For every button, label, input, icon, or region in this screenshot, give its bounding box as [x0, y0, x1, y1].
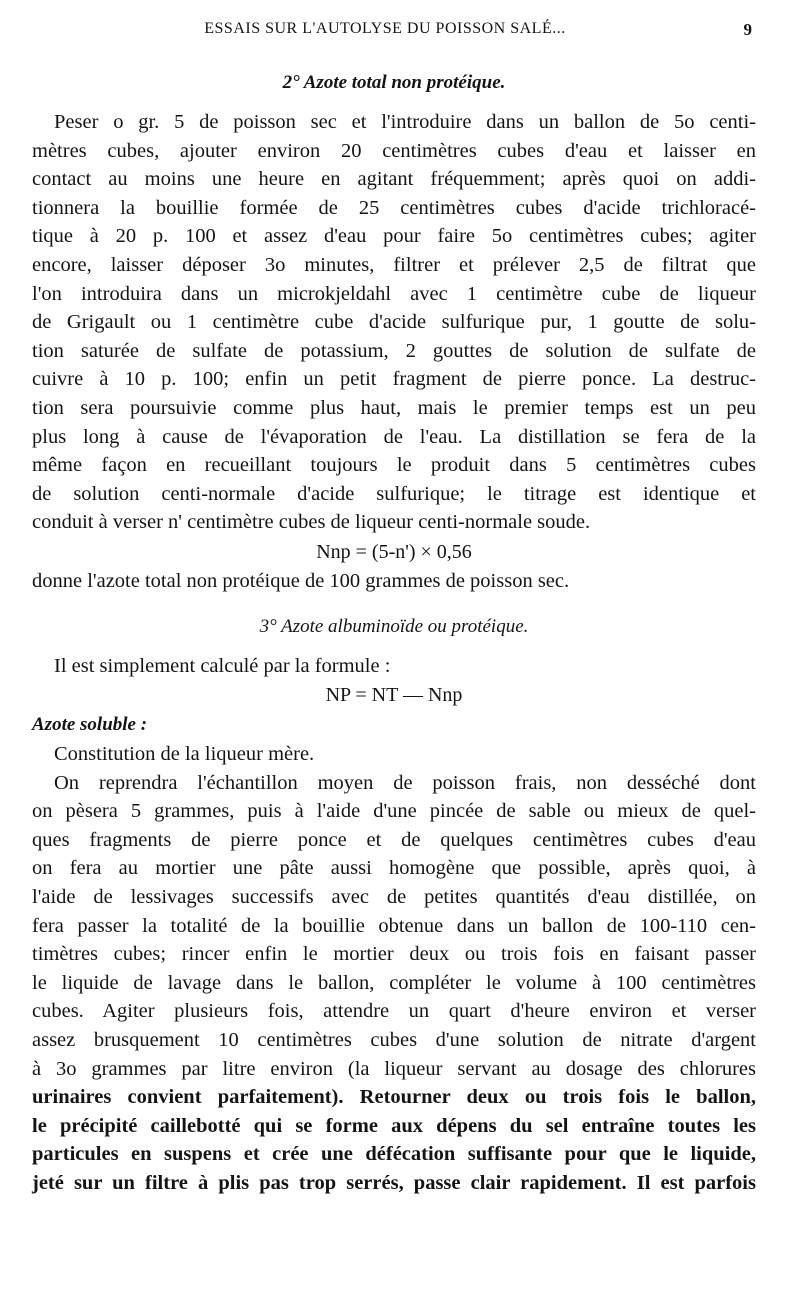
paragraph-line: l'on introduira dans un microkjeldahl avec 1 centimètre cube de liqueur	[32, 282, 756, 305]
paragraph-line: contact au moins une heure en agitant fréquemment; après quoi on addi-	[32, 168, 756, 191]
subheading-azote-soluble: Azote soluble :	[32, 714, 148, 736]
paragraph-line: à 3o grammes par litre environ (la liqueur servant au dosage des chlorures	[32, 1057, 756, 1080]
paragraph-line: Il est simplement calculé par la formule :	[54, 654, 391, 677]
paragraph-line: urinaires convient parfaitement). Retourner deux ou trois fois le ballon,	[32, 1086, 756, 1109]
body-text	[32, 68, 756, 1198]
paragraph-line: fera passer la totalité de la bouillie obtenue dans un ballon de 100-110 cen-	[32, 914, 756, 937]
page-number: 9	[743, 20, 752, 39]
paragraph-line: cubes. Agiter plusieurs fois, attendre un quart d'heure environ et verser	[32, 1000, 756, 1023]
formula-np: NP = NT — Nnp	[325, 684, 463, 707]
paragraph-line: tionnera la bouillie formée de 25 centimètres cubes d'acide trichloracé-	[32, 196, 756, 219]
section-heading-azote-total-non-proteique: 2° Azote total non protéique.	[282, 72, 506, 93]
paragraph-line: tique à 20 p. 100 et assez d'eau pour faire 5o centimètres cubes; agiter	[32, 225, 756, 248]
paragraph-line: timètres cubes; rincer enfin le mortier deux ou trois fois en faisant passer	[32, 943, 756, 966]
paragraph-line: plus long à cause de l'évaporation de l'eau. La distillation se fera de la	[32, 425, 756, 448]
paragraph-line: on fera au mortier une pâte aussi homogène que possible, après quoi, à	[32, 857, 756, 880]
paragraph-line: ques fragments de pierre ponce et de quelques centimètres cubes d'eau	[32, 828, 756, 851]
section-heading-azote-proteique: 3° Azote albuminoïde ou protéique.	[259, 615, 529, 637]
paragraph-line: donne l'azote total non protéique de 100 grammes de poisson sec.	[32, 569, 570, 592]
paragraph-line: assez brusquement 10 centimètres cubes d'une solution de nitrate d'argent	[32, 1029, 756, 1052]
paragraph-line: Constitution de la liqueur mère.	[54, 743, 315, 766]
paragraph-line: l'aide de lessivages successifs avec de petites quantités d'eau distillée, on	[32, 886, 756, 909]
paragraph-line: on pèsera 5 grammes, puis à l'aide d'une pincée de sable ou mieux de quel-	[32, 800, 756, 823]
paragraph-line: mètres cubes, ajouter environ 20 centimètres cubes d'eau et laisser en	[32, 139, 756, 162]
paragraph-line: particules en suspens et crée une défécation suffisante pour que le liquide,	[32, 1143, 756, 1166]
paragraph-line: le liquide de lavage dans le ballon, compléter le volume à 100 centimètres	[32, 971, 756, 994]
paragraph-line: de Grigault ou 1 centimètre cube d'acide sulfurique pur, 1 goutte de solu-	[32, 311, 756, 334]
paragraph-line: tion saturée de sulfate de potassium, 2 gouttes de solution de sulfate de	[32, 339, 756, 362]
paragraph-line: cuivre à 10 p. 100; enfin un petit fragment de pierre ponce. La destruc-	[32, 368, 756, 391]
formula-nnp: Nnp = (5-n') × 0,56	[316, 540, 472, 563]
paragraph-line: tion sera poursuivie comme plus haut, mais le premier temps est un peu	[32, 396, 756, 419]
running-title: ESSAIS SUR L'AUTOLYSE DU POISSON SALÉ...	[204, 20, 566, 37]
paragraph-line: On reprendra l'échantillon moyen de poisson frais, non desséché dont	[54, 771, 756, 794]
paragraph-line: de solution centi-normale d'acide sulfurique; le titrage est identique et	[32, 482, 756, 505]
paragraph-line: Peser o gr. 5 de poisson sec et l'introduire dans un ballon de 5o centi-	[54, 111, 756, 133]
paragraph-line: encore, laisser déposer 3o minutes, filtrer et prélever 2,5 de filtrat que	[32, 253, 756, 276]
paragraph-line: conduit à verser n' centimètre cubes de liqueur centi-normale soude.	[32, 511, 591, 534]
paragraph-line: jeté sur un filtre à plis pas trop serrés, passe clair rapidement. Il est parfois	[32, 1172, 756, 1194]
paragraph-line: même façon en recueillant toujours le produit dans 5 centimètres cubes	[32, 454, 756, 477]
paragraph-line: le précipité caillebotté qui se forme aux dépens du sel entraîne toutes les	[32, 1114, 756, 1137]
